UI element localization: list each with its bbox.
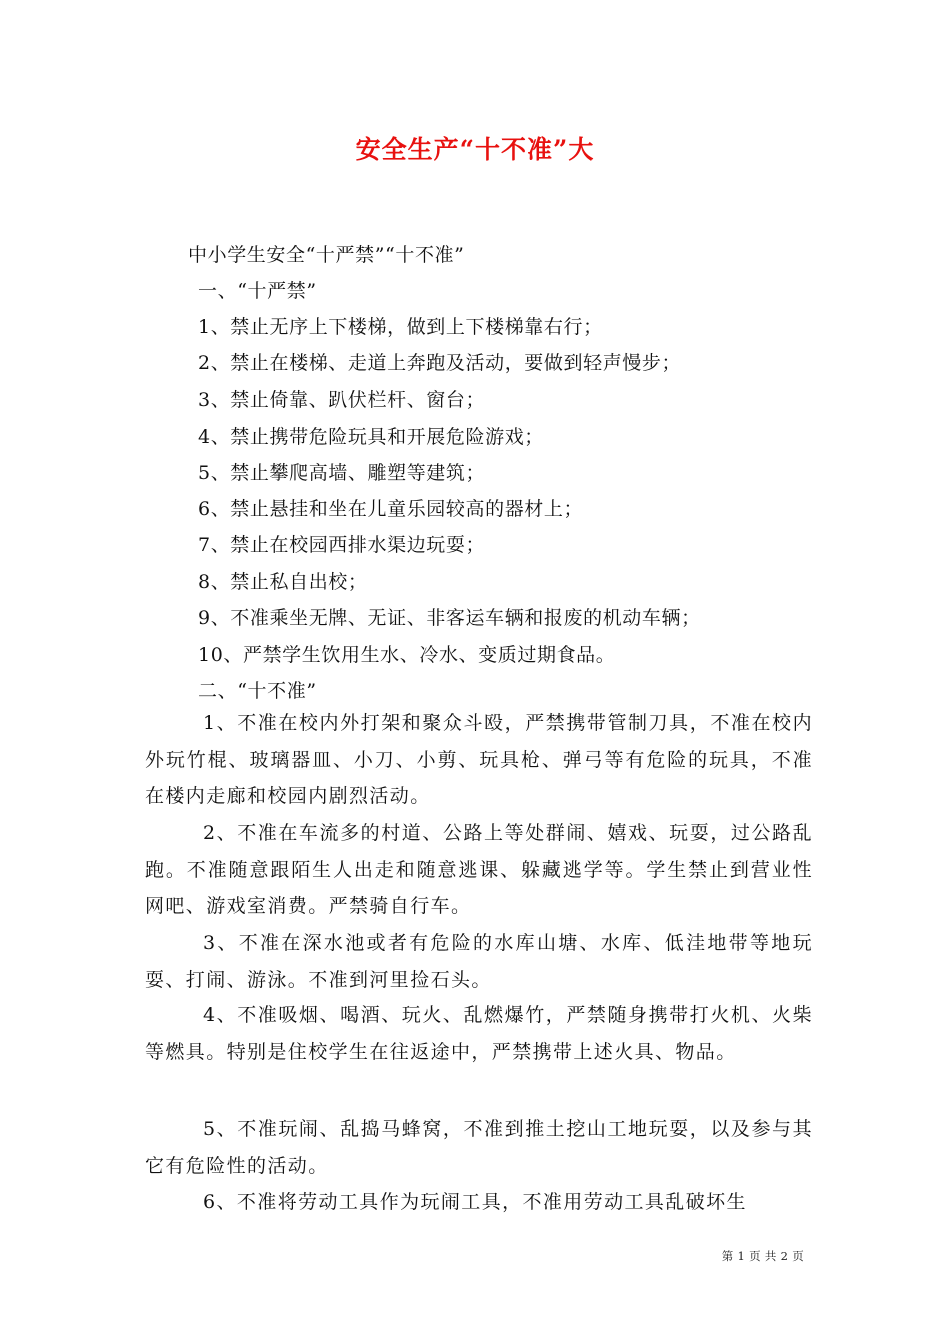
list-item: 2、禁止在楼梯、走道上奔跑及活动，要做到轻声慢步； xyxy=(198,352,682,374)
rule-paragraph: 4、不准吸烟、喝酒、玩火、乱燃爆竹，严禁随身携带打火机、火柴等燃具。特别是住校学生在往返途中，严禁携带上述火具、物品。 xyxy=(145,1004,813,1063)
list-item: 6、禁止悬挂和坐在儿童乐园较高的器材上； xyxy=(198,498,584,520)
list-item: 10、严禁学生饮用生水、冷水、变质过期食品。 xyxy=(198,644,616,666)
list-item: 5、禁止攀爬高墙、雕塑等建筑； xyxy=(198,462,486,484)
rule-paragraph: 5、不准玩闹、乱捣马蜂窝，不准到推土挖山工地玩耍，以及参与其它有危险性的活动。 xyxy=(145,1118,813,1177)
document-title: 安全生产“十不准”大 xyxy=(355,135,595,164)
rule-paragraph: 6、不准将劳动工具作为玩闹工具，不准用劳动工具乱破坏生 xyxy=(203,1191,747,1213)
section-heading-ten-dont: 二、“十不准” xyxy=(198,680,317,702)
section-heading-ten-prohibitions: 一、“十严禁” xyxy=(198,280,317,302)
rule-paragraph: 1、不准在校内外打架和聚众斗殴，严禁携带管制刀具，不准在校内外玩竹棍、玻璃器皿、小刀、小剪、玩具枪、弹弓等有危险的玩具，不准在楼内走廊和校园内剧烈活动。 xyxy=(145,712,813,807)
rule-paragraph: 2、不准在车流多的村道、公路上等处群闹、嬉戏、玩耍，过公路乱跑。不准随意跟陌生人出走和随意逃课、躲藏逃学等。学生禁止到营业性网吧、游戏室消费。严禁骑自行车。 xyxy=(145,822,813,917)
list-item: 8、禁止私自出校； xyxy=(198,571,368,593)
list-item: 3、禁止倚靠、趴伏栏杆、窗台； xyxy=(198,389,486,411)
list-item: 9、不准乘坐无牌、无证、非客运车辆和报废的机动车辆； xyxy=(198,607,701,629)
list-item: 7、禁止在校园西排水渠边玩耍； xyxy=(198,534,486,556)
document-subtitle: 中小学生安全“十严禁”“十不准” xyxy=(188,244,465,266)
list-item: 1、禁止无序上下楼梯，做到上下楼梯靠右行； xyxy=(198,316,603,338)
rule-paragraph: 3、不准在深水池或者有危险的水库山塘、水库、低洼地带等地玩耍、打闹、游泳。不准到河里捡石头。 xyxy=(145,932,813,991)
page-footer: 第 1 页 共 2 页 xyxy=(721,1249,804,1263)
list-item: 4、禁止携带危险玩具和开展危险游戏； xyxy=(198,426,544,448)
